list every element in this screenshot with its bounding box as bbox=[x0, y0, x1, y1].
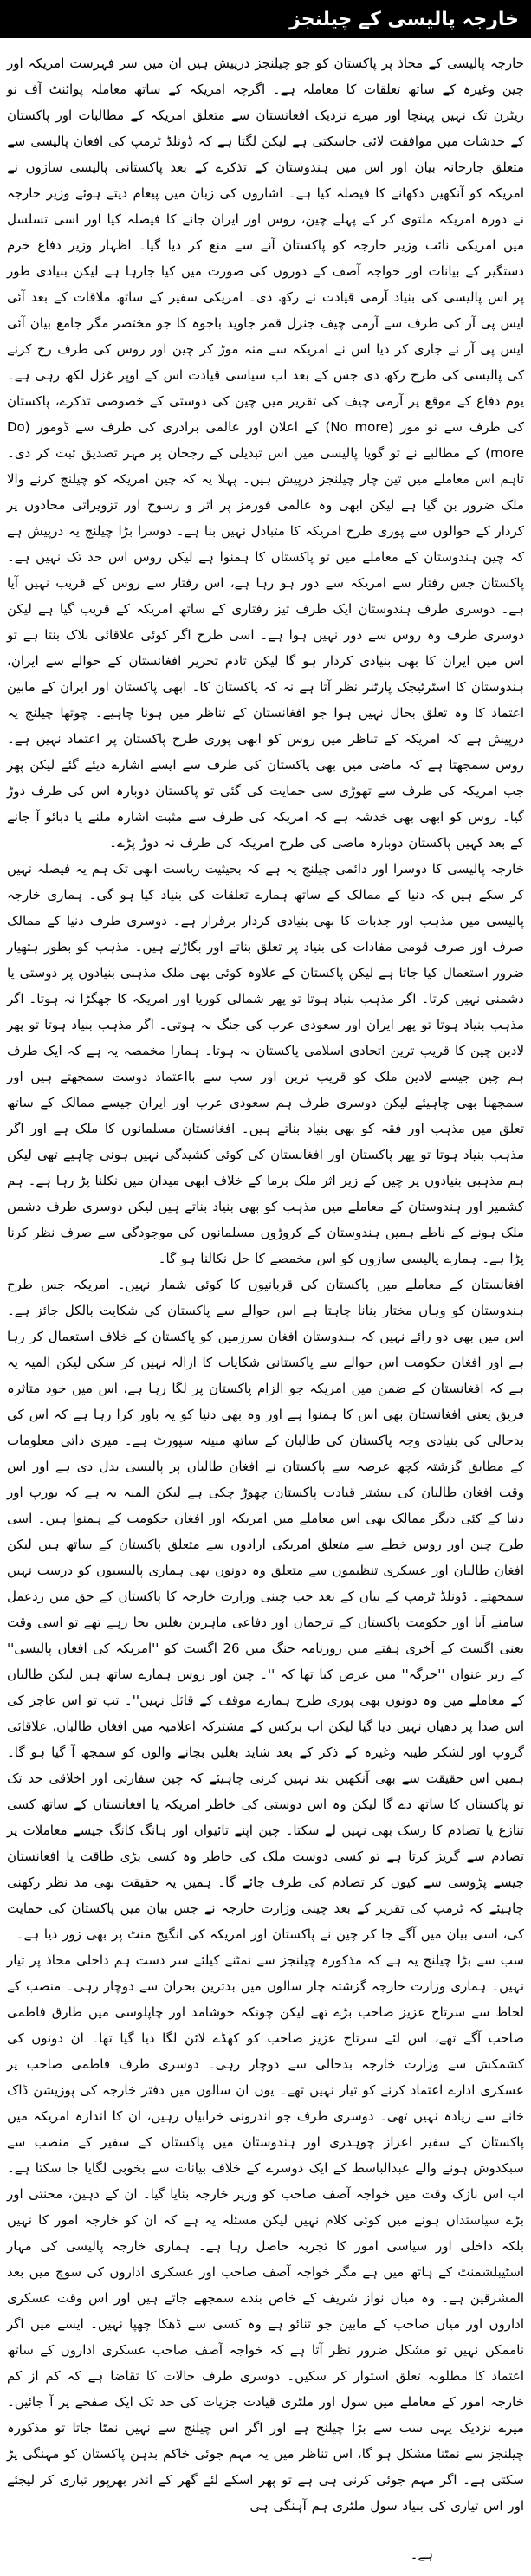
article-paragraph-1: خارجہ پالیسی کے محاذ پر پاکستان کو جو چیلنجز درپیش ہیں ان میں سر فہرست امریکہ اور چین وغیرہ کے ساتھ تعلقات کا معاملہ ہے۔ اگرچہ امریکہ کے ساتھ معاملہ پوائنٹ آف نو ریٹرن تک نہیں پہنچا اور میرے نزدیک افغانستان سے متعلق امریکہ کے مطالبات اور پاکستان کے خدشات میں موافقت لائی جاسکتی ہے لیکن لگتا ہے کہ ڈونلڈ ٹرمپ کی افغان پالیسی سے متعلق جارحانہ بیان اور اس میں ہندوستان کے تذکرے کے بعد پاکستانی پالیسی سازوں نے امریکہ کو آنکھیں دکھانے کا فیصلہ کیا ہے۔ اشاروں کی زبان میں پیغام دیتے ہوئے وزیر خارجہ نے دورہ امریکہ ملتوی کر کے پہلے چین، روس اور ایران جانے کا فیصلہ کیا اور اسی تسلسل میں امریکی نائب وزیر خارجہ کو پاکستان آنے سے منع کر دیا گیا۔ اظہار وزیر دفاع خرم دستگیر کے بیانات اور خواجہ آصف کے دوروں کی صورت میں کیا جارہا ہے لیکن بنیادی طور پر اس پالیسی کی بنیاد آرمی قیادت نے رکھ دی۔ امریکی سفیر کے ساتھ ملاقات کے بعد آئی ایس پی آر کی طرف سے آرمی چیف جنرل قمر جاوید باجوہ کا جو مختصر مگر جامع بیان آئی ایس پی آر نے جاری کر دیا اس نے امریکہ سے منہ موڑ کر چین اور روس کی طرف رخ کرنے کی پالیسی کی طرح رکھ دی جس کے بعد اب سیاسی قیادت اس کے اوپر غزل لکھ رہی ہے۔ یوم دفاع کے موقع پر آرمی چیف کی تقریر میں چین کی دوستی کے خصوصی تذکرے، پاکستان کی طرف سے نو مور (No more) کے اعلان اور عالمی برادری کی طرف سے ڈومور (Do more) کے مطالبے نے تو گویا پالیسی میں اس تبدیلی کے رجحان پر مہر تصدیق ثبت کر دی۔ تاہم اس معاملے میں تین چار چیلنجز درپیش ہیں۔ پہلا یہ کہ چین امریکہ کو چیلنج کرنے والا ملک ضرور بن گیا ہے لیکن ابھی وہ عالمی فورمز پر اثر و رسوخ اور تزویراتی محاذوں پر کردار کے حوالوں سے پوری طرح امریکہ کا متبادل نہیں بنا ہے۔ دوسرا بڑا چیلنج یہ درپیش ہے کہ چین ہندوستان کے معاملے میں تو پاکستان کا ہمنوا ہے لیکن روس اس حد تک نہیں ہے۔ پاکستان جس رفتار سے امریکہ سے دور ہو رہا ہے، اس رفتار سے روس کے قریب نہیں آیا ہے۔ دوسری طرف ہندوستان ایک طرف تیز رفتاری کے ساتھ امریکہ کے قریب گیا ہے لیکن دوسری طرف وہ روس سے دور نہیں ہوا ہے۔ اسی طرح اگر کوئی علاقائی بلاک بنتا ہے تو اس میں ایران کا بھی بنیادی کردار ہو گا لیکن تادم تحریر افغانستان کے حوالے سے ایران، ہندوستان کا اسٹرٹیجک پارٹنر نظر آتا ہے نہ کہ پاکستان کا۔ ابھی پاکستان اور ایران کے مابین اعتماد کا وہ تعلق بحال نہیں ہوا جو افغانستان کے تناظر میں ہونا چاہیے۔ چوتھا چیلنج یہ درپیش ہے کہ امریکہ کے تناظر میں روس کو ابھی پوری طرح پاکستان پر اعتماد نہیں ہے۔ روس سمجھتا ہے کہ ماضی میں بھی پاکستان کی طرف سے ایسے اشارے دیئے گئے لیکن پھر جب امریکہ کی طرف سے تھوڑی سی حمایت کی گئی تو پاکستان دوبارہ اس کی طرف دوڑ گیا۔ روس کو ابھی بھی خدشہ ہے کہ امریکہ کی طرف سے مثبت اشارہ ملنے یا دبائو آ جانے کے بعد کہیں پاکستان دوبارہ ماضی کی طرح امریکہ کی طرف نہ دوڑ پڑے۔ bbox=[7, 55, 524, 851]
article-paragraph-4: سب سے بڑا چیلنج یہ ہے کہ مذکورہ چیلنجز سے نمٹنے کیلئے سر دست ہم داخلی محاذ پر تیار نہیں۔ ہماری وزارت خارجہ گزشتہ چار سالوں میں بدترین بحران سے دوچار رہی۔ منصب کے لحاظ سے سرتاج عزیز صاحب بڑے تھے لیکن چونکہ خوشامد اور چاپلوسی میں طارق فاطمی صاحب آگے تھے، اس لئے سرتاج عزیز صاحب کو کھڈے لائن لگا دیا گیا تھا۔ ان دونوں کی کشمکش سے وزارت خارجہ بدحالی سے دوچار رہی۔ دوسری طرف فاطمی صاحب پر عسکری ادارے اعتماد کرنے کو تیار نہیں تھے۔ یوں ان سالوں میں دفتر خارجہ کی پوزیشن ڈاک خانے سے زیادہ نہیں تھی۔ دوسری طرف جو اندرونی خرابیاں رہیں، ان کا اندازہ امریکہ میں پاکستان کے سفیر اعزاز چوہدری اور ہندوستان میں پاکستان کے سفیر کے منصب سے سبکدوش ہونے والے عبدالباسط کے ایک دوسرے کے خلاف بیانات سے بخوبی لگایا جا سکتا ہے۔ اب اس نازک وقت میں خواجہ آصف صاحب کو وزیر خارجہ بنایا گیا۔ ان کے ذہین، محنتی اور بڑے سیاستدان ہونے میں کوئی کلام نہیں لیکن مسئلہ یہ ہے کہ ان کو خارجہ امور کا نہیں بلکہ داخلی اور سیاسی امور کا تجربہ حاصل رہا ہے۔ ہماری خارجہ پالیسی کی مہار اسٹیبلشمنٹ کے ہاتھ میں ہے مگر خواجہ آصف صاحب اور عسکری اداروں کی سوچ میں بعد المشرقین ہے۔ وہ میاں نواز شریف کے خاص بندے سمجھے جاتے ہیں اور اس وقت عسکری اداروں اور میاں صاحب کے مابین جو تنائو ہے وہ کسی سے ڈھکا چھپا نہیں۔ ایسے میں اگر ناممکن نہیں تو مشکل ضرور نظر آتا ہے کہ خواجہ آصف صاحب عسکری اداروں کے ساتھ اعتماد کا مطلوبہ تعلق استوار کر سکیں۔ دوسری طرف حالات کا تقاضا ہے کہ کم از کم خارجہ امور کے معاملے میں سول اور ملٹری قیادت جزیات کی حد تک ایک صفحے پر آ جائیں۔ میرے نزدیک یہی سب سے بڑا چیلنج ہے اور اگر اس چیلنج سے نہیں نمٹا جاتا تو مذکورہ چیلنجز سے نمٹنا مشکل ہو گا، اس تناظر میں یہ مہم جوئی خاکم بدہن پاکستان کو مہنگی پڑ سکتی ہے۔ اگر مہم جوئی کرنی ہی ہے تو پھر اسکے لئے گھر کے اندر بھرپور تیاری کر لیجئے اور اس تیاری کی بنیاد سول ملٹری ہم آہنگی ہی bbox=[7, 1952, 524, 2514]
article-paragraph-3: افغانستان کے معاملے میں پاکستان کی قربانیوں کا کوئی شمار نہیں۔ امریکہ جس طرح ہندوستان کو وہاں مختار بنانا چاہتا ہے اس حوالے سے پاکستان کی شکایت بالکل جائز ہے۔ اس میں بھی دو رائے نہیں کہ ہندوستان افغان سرزمین کو پاکستان کے خلاف استعمال کر رہا ہے اور افغان حکومت اس حوالے سے پاکستانی شکایات کا ازالہ نہیں کر سکی لیکن المیہ یہ ہے کہ افغانستان کے ضمن میں امریکہ جو الزام پاکستان پر لگا رہا ہے، اس میں خود متاثرہ فریق یعنی افغانستان بھی اس کا ہمنوا ہے اور وہ بھی دنیا کو یہ باور کرا رہا ہے کہ اس کی بدحالی کی بنیادی وجہ پاکستان کی طالبان کے ساتھ مبینہ سپورٹ ہے۔ میری ذاتی معلومات کے مطابق گزشتہ کچھ عرصہ سے پاکستان نے افغان طالبان پر پالیسی بدل دی ہے اور اس وقت افغان طالبان کی بیشتر قیادت پاکستان چھوڑ چکی ہے لیکن المیہ یہ ہے کہ یورپ اور دنیا کے کئی دیگر ممالک بھی اس معاملے میں امریکہ اور افغان حکومت کے ہمنوا ہیں۔ اسی طرح چین اور روس خطے سے متعلق امریکی ارادوں سے متعلق پاکستان کے ساتھ ہیں لیکن افغان طالبان اور عسکری تنظیموں سے متعلق وہ دونوں بھی ہماری پالیسیوں کو درست نہیں سمجھتے۔ ڈونلڈ ٹرمپ کے بیان کے بعد جب چینی وزارت خارجہ کا پاکستان کے حق میں ردعمل سامنے آیا اور حکومت پاکستان کے ترجمان اور دفاعی ماہرین بغلیں بجا رہے تھے تو اسی وقت یعنی اگست کے آخری ہفتے میں روزنامہ جنگ میں 26 اگست کو ''امریکہ کی افغان پالیسی'' کے زیر عنوان ''جرگہ'' میں عرض کیا تھا کہ ''۔ چین اور روس ہمارے ساتھ ہیں لیکن طالبان کے معاملے میں وہ دونوں بھی پوری طرح ہمارے موقف کے قائل نہیں''۔ تب تو اس عاجز کی اس صدا پر دھیان نہیں دیا گیا لیکن اب برکس کے مشترکہ اعلامیہ میں افغان طالبان، علاقائی گروپ اور لشکر طیبہ وغیرہ کے ذکر کے بعد شاید بغلیں بجانے والوں کو سمجھ آ گیا ہو گا۔ ہمیں اس حقیقت سے بھی آنکھیں بند نہیں کرنی چاہیئے کہ چین سفارتی اور اخلاقی حد تک تو پاکستان کا ساتھ دے گا لیکن وہ اس دوستی کی خاطر امریکہ یا افغانستان کے ساتھ کسی تنازع یا تصادم کا رسک بھی نہیں لے سکتا۔ چین اپنے تائیوان اور ہانگ کانگ جیسے معاملات پر تصادم سے گریز کرتا ہے تو کسی دوست ملک کی خاطر وہ کسی بڑی طاقت یا افغانستان جیسے پڑوسی سے کیوں کر تصادم کی طرف جائے گا۔ ہمیں یہ حقیقت بھی مد نظر رکھنی چاہیئے کہ ٹرمپ کی تقریر کے بعد چینی وزارت خارجہ نے جس بیان میں پاکستان کی حمایت کی، اسی بیان میں آگے جا کر چین نے پاکستان اور امریکہ کی انگیج منٹ پر بھی زور دیا ہے۔ bbox=[7, 1277, 524, 1942]
article-closing-line: ہے۔ bbox=[410, 2547, 433, 2562]
article-title-bar bbox=[0, 0, 531, 38]
article-body bbox=[0, 38, 531, 2576]
article-paragraph-2: خارجہ پالیسی کا دوسرا اور دائمی چیلنج یہ ہے کہ بحیثیت ریاست ابھی تک ہم یہ فیصلہ نہیں کر سکے ہیں کہ دنیا کے ممالک کے ساتھ ہمارے تعلقات کی بنیاد کیا ہو گی۔ ہماری خارجہ پالیسی میں مذہب اور جذبات کا بھی بنیادی کردار برقرار ہے۔ دوسری طرف دنیا کے ممالک صرف اور صرف قومی مفادات کی بنیاد پر تعلق بناتے اور بگاڑتے ہیں۔ مذہب کو بطور ہتھیار ضرور استعمال کیا جاتا ہے لیکن پاکستان کے علاوہ کوئی بھی ملک مذہبی بنیادوں پر دوستی یا دشمنی نہیں کرتا۔ اگر مذہب بنیاد ہوتا تو پھر شمالی کوریا اور امریکہ کا جھگڑا نہ ہوتا۔ اگر مذہب بنیاد ہوتا تو پھر ایران اور سعودی عرب کی جنگ نہ ہوتی۔ اگر مذہب بنیاد ہوتا تو پھر لادین چین کا قریب ترین اتحادی اسلامی پاکستان نہ ہوتا۔ ہمارا مخمصہ یہ ہے کہ ایک طرف ہم چین جیسے لادین ملک کو قریب ترین اور سب سے بااعتماد دوست سمجھتے ہیں اور سمجھنا بھی چاہیئے لیکن دوسری طرف ہم سعودی عرب اور ایران جیسے ممالک کے ساتھ تعلق میں مذہب اور فقہ کو بھی بنیاد بناتے ہیں۔ افغانستان مسلمانوں کا ملک ہے اور اگر مذہب بنیاد ہوتا تو پھر پاکستان اور افغانستان کی کوئی کشیدگی نہیں ہونی چاہیے تھی لیکن ہم مذہبی بنیادوں پر چین کے زیر اثر ملک برما کے خلاف ابھی میدان میں نکلنا پڑ رہا ہے۔ ہم کشمیر اور ہندوستان کے معاملے میں مذہب کو بھی بنیاد بناتے ہیں لیکن دوسری طرف دشمن ملک ہونے کے ناطے ہمیں ہندوستان کے کروڑوں مسلمانوں کی موجودگی سے صرف نظر کرنا پڑا ہے۔ ہمارے پالیسی سازوں کو اس مخمصے کا حل نکالنا ہو گا۔ bbox=[7, 861, 524, 1266]
article-title: خارجہ پالیسی کے چیلنجز bbox=[289, 8, 519, 30]
